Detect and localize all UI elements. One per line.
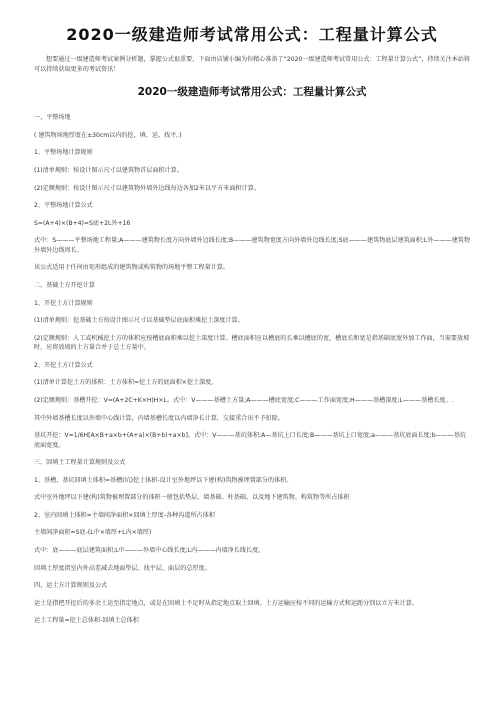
body-paragraph: 其中外墙基槽长度以外墙中心线计算，内墙基槽长度以内墙净长计算，交接重合出不予扣除。 — [34, 414, 284, 422]
intro-paragraph: 想要通过一级建造师考试案例分析题，掌握公式很重要，下面由店铺小编为你精心准备了“2020一级建造师考试常用公式：工程量计算公式”，持续关注本站将可以持续获取更多的考试资讯！ — [34, 56, 471, 73]
document-title: 2020一级建造师考试常用公式：工程量计算公式 — [66, 25, 438, 44]
section-heading: 一、平整场地 — [34, 114, 71, 122]
body-paragraph: 式中：底———底层建筑面积;L中———外墙中心线长度;L内———内墙净长线长度。 — [34, 547, 265, 555]
section-heading: 四、运土方计算规则及公式 — [34, 582, 108, 590]
formula-line: 运土工程量=挖土总体积-回填土总体积 — [34, 617, 139, 625]
rule-heading: 2、平整场地计算公式 — [34, 202, 93, 210]
body-paragraph: ( 建筑物场地厚度在±30cm以内的挖、填、运、找平。) — [34, 131, 182, 139]
body-paragraph: (1)清单计算挖土方的体积：土方体积=挖土方的底面积×挖土深度。 — [34, 379, 218, 387]
body-paragraph: (1)清单规则：挖基础土方按设计图示尺寸以基础垫层底面积乘挖土深度计算。 — [34, 317, 244, 325]
document-subtitle: 2020一级建造师考试常用公式：工程量计算公式 — [137, 86, 367, 99]
body-paragraph: (2)定额规则：按设计图示尺寸以建筑物外墙外边线每边各加2米以平方米面积计算。 — [34, 184, 260, 192]
body-paragraph: 2、室内回填土体积=主墙间净面积×回填土厚度-各种沟道所占体积 — [34, 511, 215, 519]
body-paragraph: 式中：S———平整场地工程量;A———建筑物长度方向外墙外边线长度;B———建筑物宽度方向外墙外边线长度;S底———建筑物底层建筑面积;L外———建筑物外墙外边线周长。 — [34, 237, 470, 254]
body-paragraph: (2)定额规则：基槽开挖：V=(A+2C+K×H)H×L。式中：V———基槽土方量;A———槽底宽度;C———工作面宽度;H———基槽深度;L———基槽长度。. — [34, 396, 454, 404]
body-paragraph: (1)清单规则：按设计图示尺寸以建筑物首层面积计算。 — [34, 166, 183, 174]
formula-line: 主墙间净面积=S底-(L中×墙厚+L内×墙厚) — [34, 529, 152, 537]
section-heading: 三、回填土工程量计算规则及公式 — [34, 459, 126, 467]
document-body — [34, 113, 470, 626]
body-paragraph: 运土是指把开挖后的多余土运至指定地点，或是在回填土不足时从指定地点取土回填。土方运输应按不同的运输方式和运距分别以立方米计算。 — [34, 599, 418, 607]
section-heading: 二、基础土方开挖计算 — [34, 281, 95, 289]
body-paragraph: 式中室外地坪以下建(构)筑物被埋置部分的体积一般包括垫层、墙基础、柱基础、以及地下建筑物、构筑物等所占体积 — [34, 494, 350, 502]
rule-heading: 1、平整场地计算规则 — [34, 149, 93, 157]
body-paragraph: 1、基槽、基坑回填土体积=基槽(坑)挖土体积-设计室外地坪以下建(构)筑物被埋置部分的体积。 — [34, 476, 293, 484]
body-paragraph: 回填土厚度指室内外高差减去地面垫层、找平层、面层的总厚度。 — [34, 564, 211, 572]
formula-line: S=(A+4)×(B+4)=S底+2L外+16 — [34, 219, 131, 227]
rule-heading: 2、开挖土方计算公式 — [34, 361, 93, 369]
body-paragraph: 基坑开挖：V=1/6H[A×B+a×b+(A+a)×(B+b)+a×b]。式中：V———基坑体积;A—基坑上口长度;B———基坑上口宽度;a———基坑底面长度;b———基坑底面宽度。 — [34, 432, 467, 449]
body-paragraph: (2)定额规则：人工或机械挖土方的体积应按槽底面积乘以挖土深度计算。槽底面积应以槽底的长乘以槽底的宽，槽底长和宽是指基础底宽外加工作面，当需要放坡时，应将放坡的土方量合并于总土方量中。 — [34, 334, 470, 352]
body-paragraph: 该公式适用于任何由矩形组成的建筑物或构筑物的场地平整工程量计算。 — [34, 264, 229, 272]
rule-heading: 1、开挖土方计算规则 — [34, 299, 93, 307]
